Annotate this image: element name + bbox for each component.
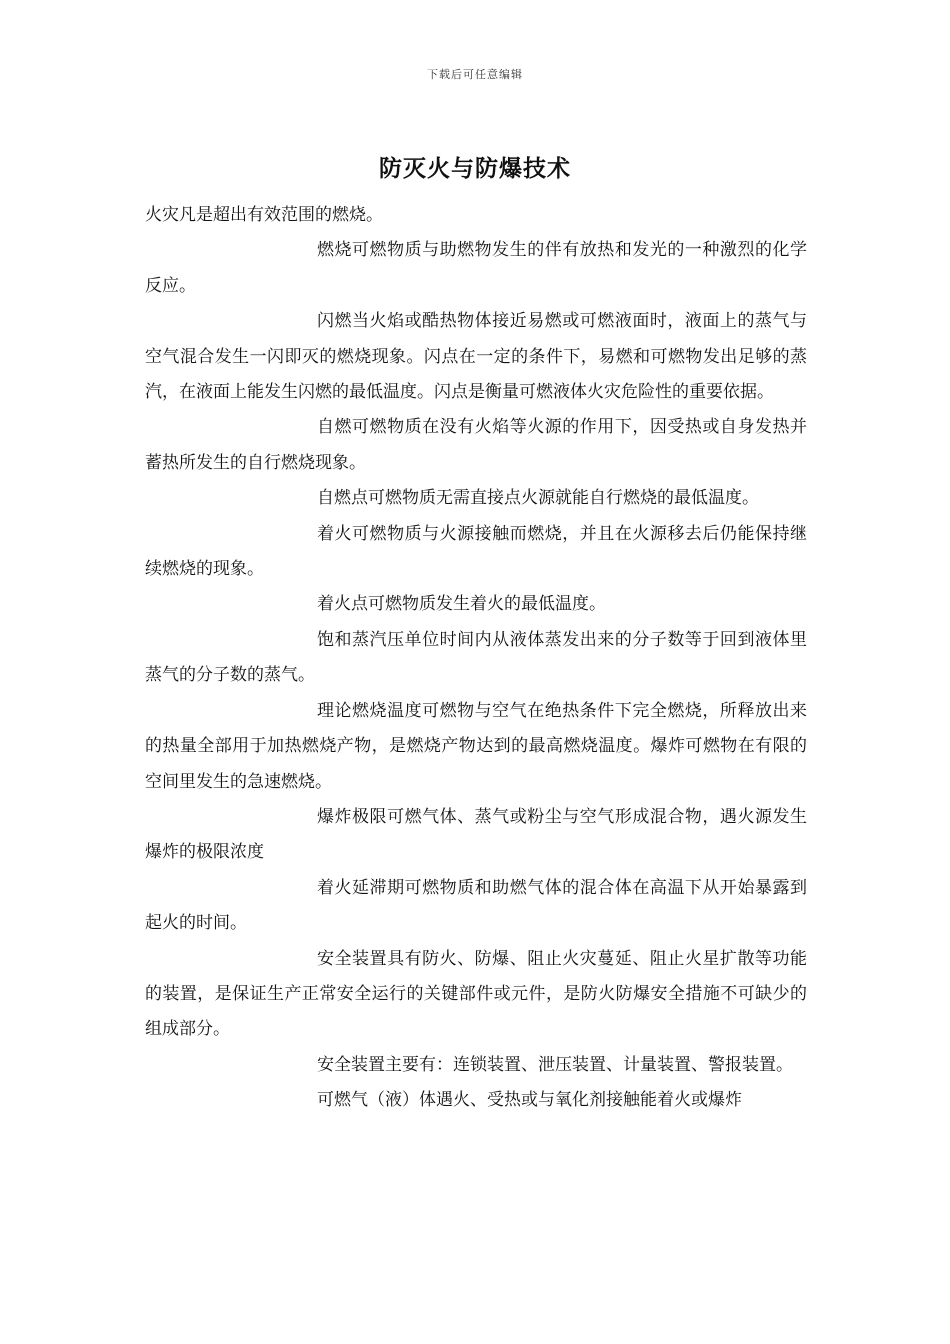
paragraph: 理论燃烧温度可燃物与空气在绝热条件下完全燃烧，所释放出来的热量全部用于加热燃烧产物，是燃烧产物达到的最高燃烧温度。爆炸可燃物在有限的空间里发生的急速燃烧。 xyxy=(145,700,807,792)
document-title: 防灭火与防爆技术 xyxy=(379,155,571,182)
paragraph: 安全装置主要有：连锁装置、泄压装置、计量装置、警报装置。 xyxy=(317,1054,793,1075)
paragraph: 着火点可燃物质发生着火的最低温度。 xyxy=(317,594,606,615)
paragraph: 闪燃当火焰或酷热物体接近易燃或可燃液面时，液面上的蒸气与空气混合发生一闪即灭的燃烧现象。闪点在一定的条件下，易燃和可燃物发出足够的蒸汽，在液面上能发生闪燃的最低温度。闪点是衡量可燃液体火灾危险性的重要依据。 xyxy=(145,311,807,403)
paragraph: 可燃气（液）体遇火、受热或与氧化剂接触能着火或爆炸 xyxy=(317,1090,742,1111)
paragraph: 爆炸极限可燃气体、蒸气或粉尘与空气形成混合物，遇火源发生爆炸的极限浓度 xyxy=(145,806,807,863)
paragraph: 着火延滞期可燃物质和助燃气体的混合体在高温下从开始暴露到起火的时间。 xyxy=(145,877,807,934)
page-header-note: 下载后可任意编辑 xyxy=(427,68,523,81)
paragraph: 安全装置具有防火、防爆、阻止火灾蔓延、阻止火星扩散等功能的装置，是保证生产正常安全运行的关键部件或元件，是防火防爆安全措施不可缺少的组成部分。 xyxy=(145,948,807,1040)
paragraph: 着火可燃物质与火源接触而燃烧，并且在火源移去后仍能保持继续燃烧的现象。 xyxy=(145,523,807,580)
document-body xyxy=(145,198,807,1119)
paragraph: 自燃可燃物质在没有火焰等火源的作用下，因受热或自身发热并蓄热所发生的自行燃烧现象。 xyxy=(145,417,807,473)
paragraph: 燃烧可燃物质与助燃物发生的伴有放热和发光的一种激烈的化学反应。 xyxy=(145,240,807,296)
paragraph: 饱和蒸汽压单位时间内从液体蒸发出来的分子数等于回到液体里蒸气的分子数的蒸气。 xyxy=(145,629,807,686)
paragraph: 自燃点可燃物质无需直接点火源就能自行燃烧的最低温度。 xyxy=(317,488,759,509)
paragraph: 火灾凡是超出有效范围的燃烧。 xyxy=(145,205,383,225)
